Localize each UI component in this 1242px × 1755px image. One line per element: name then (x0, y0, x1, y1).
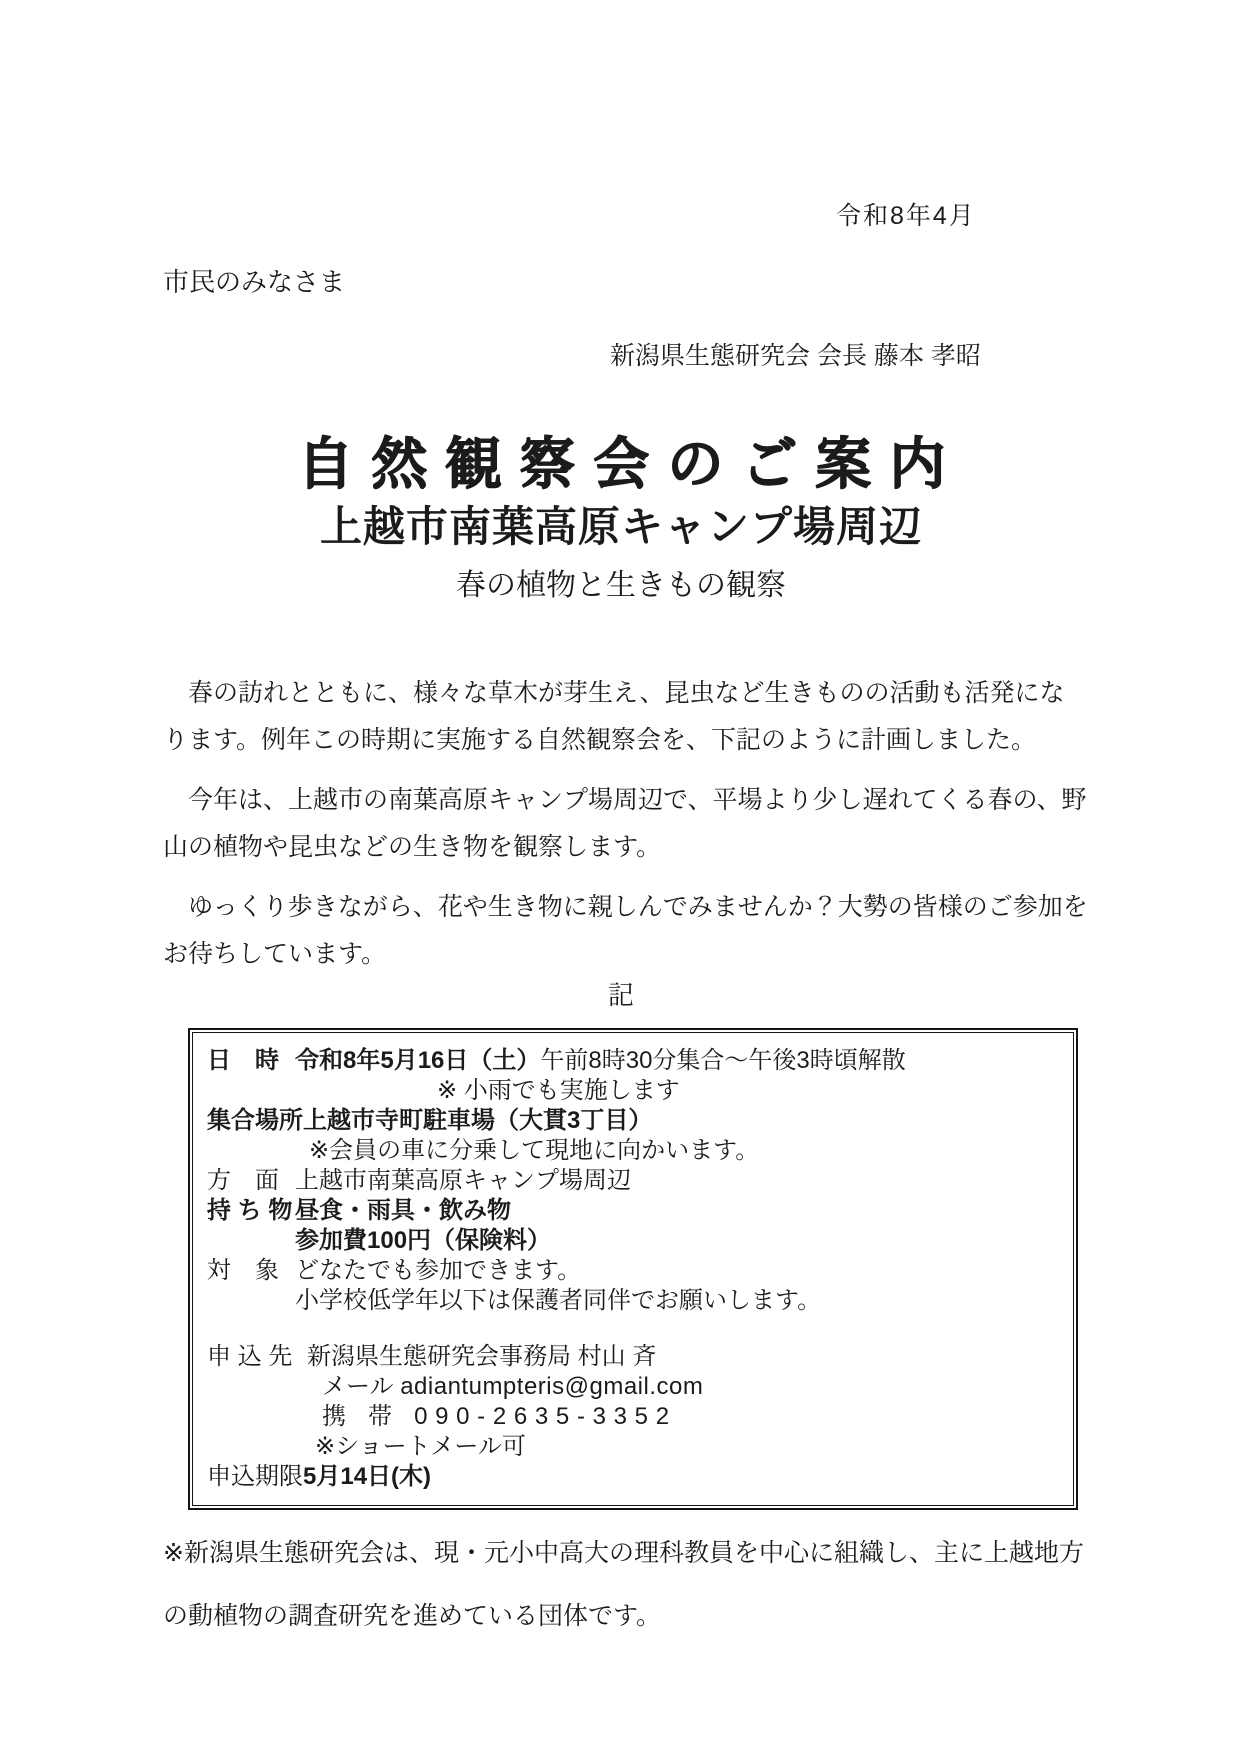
meeting-place-value: 上越市寺町駐車場（大貫3丁目） (303, 1107, 653, 1134)
datetime-time: 午前8時30分集合～午後3時頃解散 (540, 1047, 906, 1074)
footnote: ※新潟県生態研究会は、現・元小中高大の理科教員を中心に組織し、主に上越地方の動植物の調査研究を進めている団体です。 (163, 1539, 1084, 1630)
target-value: どなたでも参加できます。 (295, 1257, 582, 1284)
greeting: 市民のみなさま (163, 267, 346, 297)
row-meeting-note (207, 1136, 1059, 1166)
row-deadline (207, 1462, 1059, 1492)
apply-note: ※ショートメール可 (315, 1433, 526, 1460)
paragraph-3: ゆっくり歩きながら、花や生き物に親しんでみませんか？大勢の皆様のご参加をお待ちしています。 (163, 893, 1088, 968)
row-meeting-place (207, 1106, 1059, 1136)
target-note: 小学校低学年以下は保護者同伴でお願いします。 (295, 1287, 822, 1314)
items-fee: 参加費100円（保険料） (295, 1227, 552, 1254)
issue-date: 令和8年4月 (836, 202, 976, 230)
row-items (207, 1196, 1059, 1226)
phone-value: 090-2635-3352 (414, 1403, 677, 1430)
row-items-fee (207, 1226, 1059, 1256)
phone-label: 携 帯 (322, 1403, 400, 1430)
items-value: 昼食・雨具・飲み物 (295, 1197, 511, 1224)
row-datetime-note (207, 1076, 1059, 1106)
subtitle-theme: 春の植物と生きもの観察 (456, 569, 786, 602)
direction-label: 方 面 (207, 1167, 279, 1194)
meeting-place-label: 集合場所 (207, 1107, 303, 1134)
meeting-note: ※会員の車に分乗して現地に向かいます。 (309, 1137, 760, 1164)
details-box-inner (192, 1032, 1074, 1506)
email-label: メール (322, 1373, 394, 1400)
deadline-value: 5月14日(木) (303, 1463, 432, 1490)
row-apply (207, 1342, 1059, 1372)
datetime-note: ※ 小雨でも実施します (437, 1077, 680, 1104)
sender-line: 新潟県生態研究会 会長 藤本 孝昭 (610, 342, 981, 370)
row-direction (207, 1166, 1059, 1196)
row-apply-email (207, 1372, 1059, 1402)
items-label: 持 ち 物 (207, 1197, 293, 1224)
row-apply-phone (207, 1402, 1059, 1432)
body-text (163, 670, 1088, 991)
apply-label: 申 込 先 (207, 1343, 293, 1370)
email-value: adiantumpteris@gmail.com (400, 1373, 704, 1400)
deadline-label: 申込期限 (207, 1463, 303, 1490)
paragraph-2: 今年は、上越市の南葉高原キャンプ場周辺で、平場より少し遅れてくる春の、野山の植物や昆虫などの生き物を観察します。 (163, 786, 1087, 861)
subtitle-location: 上越市南葉高原キャンプ場周辺 (319, 503, 922, 550)
row-datetime (207, 1046, 1059, 1076)
details-box (188, 1028, 1078, 1510)
row-target-note (207, 1286, 1059, 1316)
datetime-date: 令和8年5月16日（土） (295, 1047, 541, 1074)
apply-value: 新潟県生態研究会事務局 村山 斉 (307, 1343, 657, 1370)
row-target (207, 1256, 1059, 1286)
datetime-label: 日 時 (207, 1047, 279, 1074)
target-label: 対 象 (207, 1257, 279, 1284)
row-apply-note (207, 1432, 1059, 1462)
direction-value: 上越市南葉高原キャンプ場周辺 (295, 1167, 631, 1194)
record-marker: 記 (607, 980, 634, 1010)
page-title: 自然観察会のご案内 (297, 432, 963, 495)
spacer (207, 1316, 1059, 1342)
paragraph-1: 春の訪れとともに、様々な草木が芽生え、昆虫など生きものの活動も活発になります。例年この時期に実施する自然観察会を、下記のように計画しました。 (163, 679, 1065, 754)
